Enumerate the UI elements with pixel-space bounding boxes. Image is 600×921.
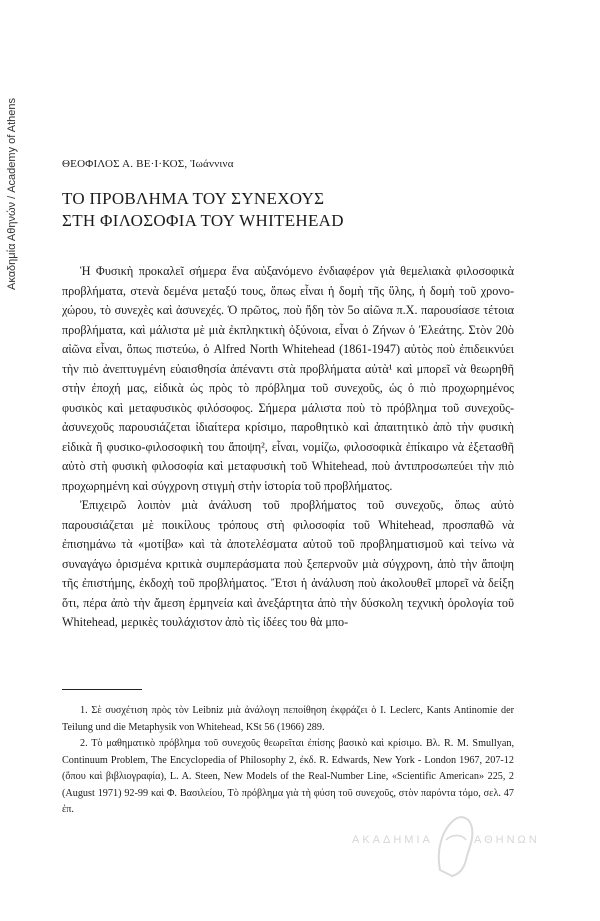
body-paragraph-1: Ἡ Φυσικὴ προκαλεῖ σήμερα ἕνα αὐξανόμενο ἐνδιαφέρον γιὰ θεμελιακὰ φιλοσοφικὰ προβλήματα, στενὰ δεμένα μεταξύ τους, ὅπως εἶναι ἡ δομὴ τῆς ὕλης, ἡ δομὴ τοῦ χρονο-χώρου, τὸ συνεχὲς καὶ ἀσυνεχές. Ὁ πρῶτος, ποὺ ἤδη τὸν 5ο αἰῶνα π.Χ. παρουσίασε τέτοια προβλήματα, καὶ μάλιστα μὲ μιὰ ἐκπληκτικὴ ὀξύνοια, εἶναι ὁ Ζήνων ὁ Ἐλεάτης. Στὸν 20ὸ αἰῶνα εἶναι, ὅπως πιστεύω, ὁ Alfred North Whitehead (1861-1947) αὐτὸς ποὺ ἐπιδεικνύει τὴν πιὸ ἀνεπτυγμένη εὐαισθησία ἀπέναντι στὰ προβλήματα αὐτὰ¹ καὶ μπορεῖ νὰ θεωρηθῆ στὴν ἐποχή μας, εἰδικὰ ὡς πρὸς τὸ πρόβλημα τοῦ συνεχοῦς, ὡς ὁ πιὸ προχωρημένος φυσικὸς καὶ μεταφυσικὸς φιλόσοφος. Σήμερα μάλιστα ποὺ τὸ πρόβλημα τοῦ συνεχοῦς-ἀσυνεχοῦς παρουσιάζεται ἰδιαίτερα κρίσιμο, παροθητικὸ καὶ ἀπαιτητικὸ ἀπὸ τὴν φυσικὴ εἰδικὰ ἢ φυσικο-φιλοσοφικὴ του ἄποψη², εἶναι, νομίζω, φιλοσοφικὰ ἐπίκαιρο νὰ ἐξετασθῆ αὐτὸ στὴ φυσικὴ φιλοσοφία καὶ μεταφυσικὴ τοῦ Whitehead, ποὺ ἀντιπροσωπεύει τὴν πιὸ προχωρημένη καὶ σύγχρονη στιγμὴ στὴν ἱστορία τοῦ προβλήματος.	[62, 264, 514, 493]
stamp-text-left: ΑΚΑΔΗΜΙΑ	[352, 834, 433, 846]
side-watermark: Ακαδημία Αθηνών / Academy of Athens	[6, 97, 18, 290]
footnotes	[62, 703, 514, 819]
stamp-text-right: ΑΘΗΝΩΝ	[474, 834, 540, 846]
footnote-1: 1. Σὲ συσχέτιση πρὸς τὸν Leibniz μιὰ ἀνάλογη πεποίθηση ἐκφράζει ὁ I. Leclerc, Kants Antinomie der Teilung und die Metaphysik von Whitehead, KSt 56 (1966) 289.	[62, 705, 514, 733]
academy-stamp	[352, 810, 552, 890]
footnote-rule	[62, 689, 142, 690]
body-text	[62, 262, 514, 633]
author-line: ΘΕΟΦΙΛΟΣ Α. ΒΕ·Ι·ΚΟΣ, Ἰωάννινα	[62, 158, 234, 170]
footnote-2: 2. Τὸ μαθηματικὸ πρόβλημα τοῦ συνεχοῦς θεωρεῖται ἐπίσης βασικὸ καὶ κρίσιμο. Βλ. R. M. Smullyan, Continuum Problem, The Encyclopedia of Philosophy 2, ἐκδ. R. Edwards, New York - London 1967, 207-12 (ὅπου καὶ βιβλιογραφία), L. A. Steen, New Models of the Real-Number Line, «Scientific American» 225, 2 (August 1971) 92-99 καὶ Φ. Βασιλείου, Τὸ πρόβλημα γιὰ τὴ φύση τοῦ συνεχοῦς, στὸν παρόντα τόμο, σελ. 47 ἐπ.	[62, 738, 514, 815]
body-paragraph-2: Ἐπιχειρῶ λοιπὸν μιὰ ἀνάλυση τοῦ προβλήματος τοῦ συνεχοῦς, ὅπως αὐτὸ παρουσιάζεται μὲ ποικίλους τρόπους στὴ φιλοσοφία τοῦ Whitehead, προσπαθῶ νὰ ἐπισημάνω τὰ «μοτίβα» καὶ τὰ ἀποτελέσματα αὐτοῦ τοῦ προβληματισμοῦ καὶ τείνω νὰ συναγάγω ὁρισμένα κριτικὰ συμπεράσματα ποὺ ξεπερνοῦν μιὰ σύγχρονη, ἀπὸ τὴν ἄποψη τῆς ἐπιστήμης, ἐκδοχὴ τοῦ προβλήματος. Ἔτσι ἡ ἀνάλυση ποὺ ἀκολουθεῖ μπορεῖ νὰ δείξη ὅτι, πέρα ἀπὸ τὴν ἄμεση ἑρμηνεία καὶ ἀνεξάρτητα ἀπὸ τὴν δύσκολη τεχνικὴ ὁρολογία τοῦ Whitehead, μερικὲς τουλάχιστον ἀπὸ τὶς ἰδέες του θὰ μπο-	[62, 498, 514, 629]
article-title	[62, 188, 344, 232]
title-line-1: ΤΟ ΠΡΟΒΛΗΜΑ ΤΟΥ ΣΥΝΕΧΟΥΣ	[62, 189, 325, 208]
athena-head-icon	[432, 810, 476, 880]
title-line-2: ΣΤΗ ΦΙΛΟΣΟΦΙΑ ΤΟΥ WHITEHEAD	[62, 211, 344, 230]
